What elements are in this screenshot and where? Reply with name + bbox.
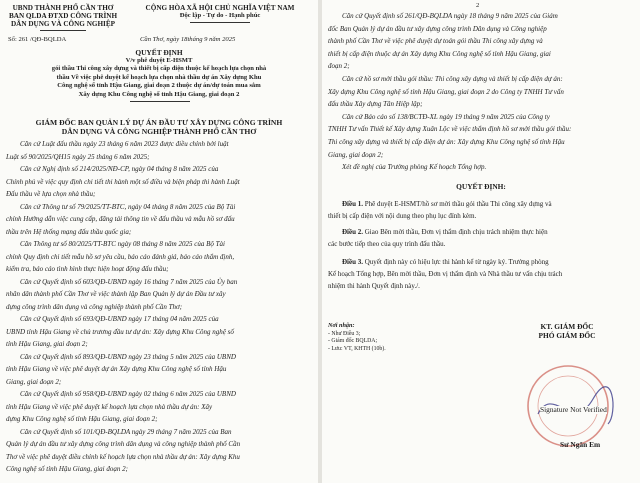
- body-line: Xây dựng Khu Công nghệ số tỉnh Hậu Giang, giai đoạn 2 do Công ty TNHH Tư vấn: [328, 87, 564, 96]
- agency-header: [4, 4, 122, 28]
- body-line: Căn cứ hồ sơ mời thầu gói thầu: Thi công xây dựng và thiết bị cấp điện dự án:: [342, 75, 563, 83]
- body-line: Căn cứ Báo cáo số 138/BCTĐ-XL ngày 19 tháng 9 năm 2025 của Công ty: [342, 112, 550, 121]
- header-rule: [40, 30, 86, 31]
- decision-title: QUYẾT ĐỊNH: [135, 48, 183, 57]
- signer-role: [512, 322, 622, 340]
- subject-line: Xây dựng Khu Công nghệ số tỉnh Hậu Giang, giai đoạn 2: [78, 90, 240, 98]
- body-line: Chính phủ về việc quy định chi tiết thi hành một số điều và biện pháp thi hành Luật: [6, 177, 240, 186]
- authority-line: GIÁM ĐỐC BAN QUẢN LÝ DỰ ÁN ĐẦU TƯ XÂY DỰNG CÔNG TRÌNH: [35, 118, 283, 127]
- article-line: thiết bị cấp điện với nội dung theo phụ lục đính kèm.: [328, 212, 477, 220]
- body-line: dựng Khu Công nghệ số tỉnh Hậu Giang, giai đoạn 2;: [6, 415, 158, 423]
- body-line: Giang, giai đoạn 2;: [6, 377, 62, 386]
- body-line: Căn cứ Quyết định số 603/QĐ-UBND ngày 16 tháng 7 năm 2025 của Ủy ban: [20, 277, 238, 286]
- body-line: Công nghệ số tỉnh Hậu Giang, giai đoạn 2;: [6, 465, 128, 473]
- issuing-authority: [0, 118, 318, 136]
- body-line: đốc Ban Quản lý dự án đầu tư xây dựng công trình Dân dụng và Công nghiệp: [328, 24, 547, 33]
- body-line: thành phố Cần Thơ về việc phê duyệt dự toán gói thầu Thi công xây dựng và: [328, 37, 543, 46]
- subject-line: thầu Về việc phê duyệt kế hoạch lựa chọn nhà thầu dự án Xây dựng Khu: [56, 73, 262, 81]
- document-number: Số: 261 /QĐ-BQLDA: [8, 36, 67, 43]
- agency-line: UBND THÀNH PHỐ CẦN THƠ: [12, 4, 114, 12]
- body-line: Luật số 90/2025/QH15 ngày 25 tháng 6 năm 2025;: [6, 152, 150, 161]
- body-line: Căn cứ Thông tư số 79/2025/TT-BTC, ngày 04 tháng 8 năm 2025 của Bộ Tài: [20, 202, 236, 211]
- body-line: chính Hướng dẫn việc cung cấp, đăng tải thông tin về đấu thầu và mẫu hồ sơ đấu: [6, 215, 235, 223]
- signer-name: Sư Ngân Em: [560, 440, 601, 449]
- body-line: nhân dân thành phố Cần Thơ về việc thành lập Ban Quản lý dự án Đầu tư xây: [6, 290, 226, 298]
- body-line: thiết bị cấp điện thuộc dự án Xây dựng Khu Công nghệ số tỉnh Hậu Giang, giai: [328, 49, 551, 58]
- signer-role-line: PHÓ GIÁM ĐỐC: [538, 331, 596, 340]
- body-line: dựng công trình dân dụng và công nghiệp thành phố Cần Thơ;: [6, 302, 183, 311]
- recipient: - Như Điều 3;: [328, 331, 361, 337]
- decide-title: QUYẾT ĐỊNH:: [456, 182, 506, 191]
- body-line: TNHH Tư vấn Thiết kế Xây dựng Xuân Lộc về việc thẩm định hồ sơ mời thầu gói thầu:: [328, 125, 572, 134]
- recipients-title: Nơi nhận:: [328, 322, 355, 329]
- document-date: Cần Thơ, ngày 18tháng 9 năm 2025: [140, 36, 236, 43]
- document-page-2: [322, 0, 640, 483]
- body-line: Căn cứ Luật đấu thầu ngày 23 tháng 6 năm 2023 được điều chỉnh bởi luật: [20, 140, 229, 148]
- body-line: Căn cứ Quyết định số 261/QĐ-BQLDA ngày 18 tháng 9 năm 2025 của Giám: [342, 12, 558, 20]
- body-line: đấu thầu Xây dựng Tân Hiệp lập;: [328, 100, 423, 109]
- body-line: Thơ về việc phê duyệt điều chỉnh kế hoạch lựa chọn nhà thầu dự án: Xây dựng Khu: [6, 452, 240, 461]
- article-line: Điều 2. Giao Bên mời thầu, Đơn vị thẩm định chịu trách nhiệm thực hiện: [342, 228, 548, 236]
- body-line: tỉnh Hậu Giang, giai đoạn 2;: [6, 340, 88, 348]
- document-page-1: [0, 0, 318, 483]
- body-line: đoạn 2;: [328, 62, 350, 71]
- body-line: Căn cứ Nghị định số 214/2025/NĐ-CP, ngày 04 tháng 8 năm 2025 của: [20, 165, 219, 173]
- body-line: thầu trên Hệ thống mạng đấu thầu quốc gia;: [6, 227, 132, 236]
- agency-line: BAN QLDA ĐTXD CÔNG TRÌNH: [8, 12, 118, 20]
- nation-line: CỘNG HÒA XÃ HỘI CHỦ NGHĨA VIỆT NAM: [145, 4, 295, 12]
- national-header: [122, 4, 318, 20]
- article-line: Điều 3. Quyết định này có hiệu lực thi hành kể từ ngày ký. Trưởng phòng: [342, 258, 549, 266]
- article-line: các bước tiếp theo của quy trình đấu thầu.: [328, 240, 446, 248]
- subject-rule: [130, 101, 190, 102]
- article-line: nhiệm thi hành Quyết định này./.: [328, 282, 420, 290]
- body-line: Quản lý dự án đầu tư xây dựng công trình dân dụng và công nghiệp thành phố Cần: [6, 440, 241, 448]
- page-number: 2: [476, 2, 480, 9]
- body-line: UBND tỉnh Hậu Giang về chủ trương đầu tư dự án: Xây dựng Khu Công nghệ số: [6, 327, 234, 336]
- decision-subject: [0, 57, 318, 99]
- subject-line: gói thầu Thi công xây dựng và thiết bị cấp điện thuộc kế hoạch lựa chọn nhà: [51, 65, 267, 73]
- body-line: Xét đề nghị của Trưởng phòng Kế hoạch Tổng hợp.: [342, 163, 487, 172]
- body-line: tỉnh Hậu Giang về việc phê duyệt dự án Xây dựng Khu Công nghệ số tỉnh Hậu: [6, 365, 227, 373]
- recipients-list: [328, 331, 386, 353]
- recipient: - Lưu: VT, KHTH (10b).: [328, 345, 386, 352]
- body-line: Căn cứ Quyết định số 693/QĐ-UBND ngày 17 tháng 04 năm 2025 của: [20, 315, 219, 323]
- recipient: - Giám đốc BQLDA;: [328, 338, 378, 345]
- agency-line: DÂN DỤNG VÀ CÔNG NGHIỆP: [10, 20, 116, 28]
- body-line: Đấu thầu về lựa chọn nhà thầu;: [6, 190, 96, 198]
- body-line: Giang, giai đoạn 2;: [328, 150, 384, 159]
- signer-role-line: KT. GIÁM ĐỐC: [540, 322, 594, 331]
- authority-line: DÂN DỤNG VÀ CÔNG NGHIỆP THÀNH PHỐ CẦN THƠ: [61, 127, 257, 136]
- body-line: Căn Thông tư số 80/2025/TT-BTC ngày 08 tháng 8 năm 2025 của Bộ Tài: [20, 240, 225, 248]
- body-line: Thi công xây dựng và thiết bị cấp điện dự án: Xây dựng Khu Công nghệ số tỉnh Hậu: [328, 138, 565, 146]
- subject-line: Công nghệ số tỉnh Hậu Giang, giai đoạn 2 thuộc dự án/dự toán mua sắm: [57, 82, 261, 90]
- motto-rule: [190, 22, 250, 23]
- article-line: Điều 1. Phê duyệt E-HSMT/hồ sơ mời thầu gói thầu Thi công xây dựng và: [342, 200, 552, 208]
- body-line: kiểm tra, báo cáo tình hình thực hiện hoạt động đấu thầu;: [6, 265, 169, 273]
- subject-line: V/v phê duyệt E-HSMT: [125, 57, 193, 64]
- body-line: chính Quy định chi tiết mẫu hồ sơ yêu cầu, báo cáo đánh giá, báo cáo thẩm định,: [6, 252, 235, 261]
- body-line: Căn cứ Quyết định số 893/QĐ-UBND ngày 23 tháng 5 năm 2025 của UBND: [20, 352, 236, 361]
- article-line: Kế hoạch Tổng hợp, Bên mời thầu, Đơn vị thẩm định và Nhà thầu tư vấn chịu trách: [328, 270, 563, 278]
- body-line: Căn cứ Quyết định số 101/QĐ-BQLDA ngày 29 tháng 7 năm 2025 của Ban: [20, 427, 232, 436]
- body-line: tỉnh Hậu Giang về việc phê duyệt kế hoạch lựa chọn nhà thầu dự án: Xây: [6, 402, 213, 411]
- body-line: Căn cứ Quyết định số 958/QĐ-UBND ngày 02 tháng 6 năm 2025 của UBND: [20, 390, 236, 398]
- signature-status: Signature Not Verified: [540, 405, 607, 414]
- motto-line: Độc lập - Tự do - Hạnh phúc: [179, 12, 261, 19]
